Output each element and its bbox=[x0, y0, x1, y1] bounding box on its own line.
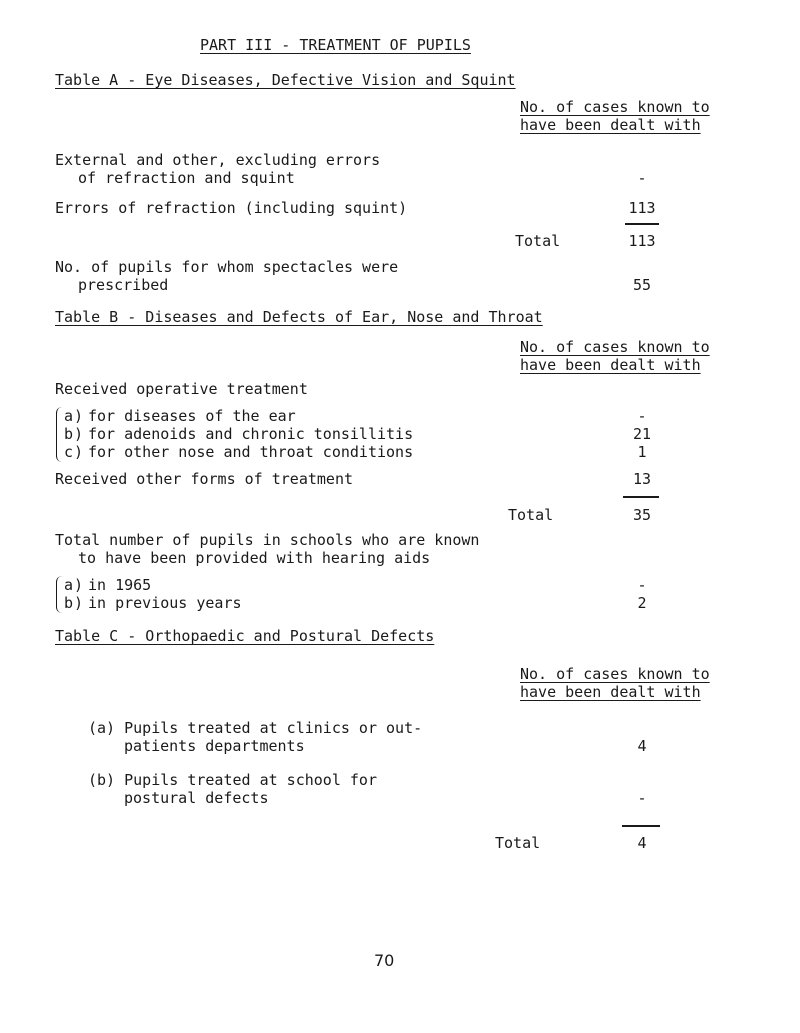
table-b-hearing-a-value: - bbox=[637, 576, 647, 594]
page-number: 70 bbox=[374, 951, 395, 970]
table-b-item-c-label: for other nose and throat conditions bbox=[88, 443, 414, 461]
table-c-col-header-line1: No. of cases known to bbox=[520, 665, 710, 683]
table-b-item-c-paren: ) bbox=[74, 443, 84, 461]
table-b-hearing-b-value: 2 bbox=[637, 594, 647, 612]
table-b-item-a-value: - bbox=[637, 407, 647, 425]
table-b-hearing-a-paren: ) bbox=[74, 576, 84, 594]
table-b-hearing-b-paren: ) bbox=[74, 594, 84, 612]
table-b-col-header-line2: have been dealt with bbox=[520, 356, 701, 374]
table-a-row2-label: Errors of refraction (including squint) bbox=[55, 199, 408, 217]
table-b-col-header-line1: No. of cases known to bbox=[520, 338, 710, 356]
table-b-item-b-value: 21 bbox=[632, 425, 652, 443]
table-a-row1-value: - bbox=[637, 169, 647, 187]
table-b-total-rule bbox=[623, 496, 659, 498]
table-a-row1-label-line2: of refraction and squint bbox=[78, 169, 295, 187]
table-c-total-label: Total bbox=[495, 834, 541, 852]
table-a-row1-label-line1: External and other, excluding errors bbox=[55, 151, 381, 169]
table-b-hearing-label-line1: Total number of pupils in schools who are known bbox=[55, 531, 480, 549]
table-b-hearing-a-marker: a bbox=[64, 576, 74, 594]
table-b-item-b-label: for adenoids and chronic tonsillitis bbox=[88, 425, 414, 443]
table-b-total-value: 35 bbox=[632, 506, 652, 524]
table-b-item-a-label: for diseases of the ear bbox=[88, 407, 296, 425]
table-c-row-b-label-line1: (b) Pupils treated at school for bbox=[88, 771, 377, 789]
table-b-hearing-b-marker: b bbox=[64, 594, 74, 612]
table-b-other-label: Received other forms of treatment bbox=[55, 470, 354, 488]
table-c-title: Table C - Orthopaedic and Postural Defects bbox=[55, 627, 435, 645]
table-a-col-header-line1: No. of cases known to bbox=[520, 98, 710, 116]
table-c-row-b-label-line2: postural defects bbox=[124, 789, 269, 807]
table-c-row-b-value: - bbox=[637, 789, 647, 807]
table-b-operative-brace bbox=[56, 407, 63, 462]
table-c-total-value: 4 bbox=[637, 834, 647, 852]
table-a-total-label: Total bbox=[515, 232, 561, 250]
table-c-row-a-label-line2: patients departments bbox=[124, 737, 305, 755]
table-b-title: Table B - Diseases and Defects of Ear, Nose and Throat bbox=[55, 308, 543, 326]
table-b-operative-label: Received operative treatment bbox=[55, 380, 308, 398]
table-b-item-a-marker: a bbox=[64, 407, 74, 425]
table-b-item-b-paren: ) bbox=[74, 425, 84, 443]
table-a-row2-value: 113 bbox=[628, 199, 656, 217]
table-a-row3-label-line1: No. of pupils for whom spectacles were bbox=[55, 258, 399, 276]
table-b-item-c-marker: c bbox=[64, 443, 74, 461]
table-b-hearing-b-label: in previous years bbox=[88, 594, 242, 612]
table-a-row3-label-line2: prescribed bbox=[78, 276, 169, 294]
table-a-col-header-line2: have been dealt with bbox=[520, 116, 701, 134]
table-b-hearing-a-label: in 1965 bbox=[88, 576, 152, 594]
table-b-total-label: Total bbox=[508, 506, 554, 524]
table-b-item-a-paren: ) bbox=[74, 407, 84, 425]
table-c-row-a-value: 4 bbox=[637, 737, 647, 755]
table-a-row3-value: 55 bbox=[632, 276, 652, 294]
table-a-title: Table A - Eye Diseases, Defective Vision and Squint bbox=[55, 71, 516, 89]
table-a-total-rule bbox=[625, 223, 659, 225]
table-b-item-b-marker: b bbox=[64, 425, 74, 443]
table-c-row-a-label-line1: (a) Pupils treated at clinics or out- bbox=[88, 719, 423, 737]
table-a-total-value: 113 bbox=[628, 232, 656, 250]
table-c-total-rule bbox=[622, 825, 660, 827]
table-b-item-c-value: 1 bbox=[637, 443, 647, 461]
page-title: PART III - TREATMENT OF PUPILS bbox=[200, 36, 471, 54]
table-c-col-header-line2: have been dealt with bbox=[520, 683, 701, 701]
table-b-hearing-brace bbox=[56, 576, 63, 613]
table-b-other-value: 13 bbox=[632, 470, 652, 488]
table-b-hearing-label-line2: to have been provided with hearing aids bbox=[78, 549, 431, 567]
